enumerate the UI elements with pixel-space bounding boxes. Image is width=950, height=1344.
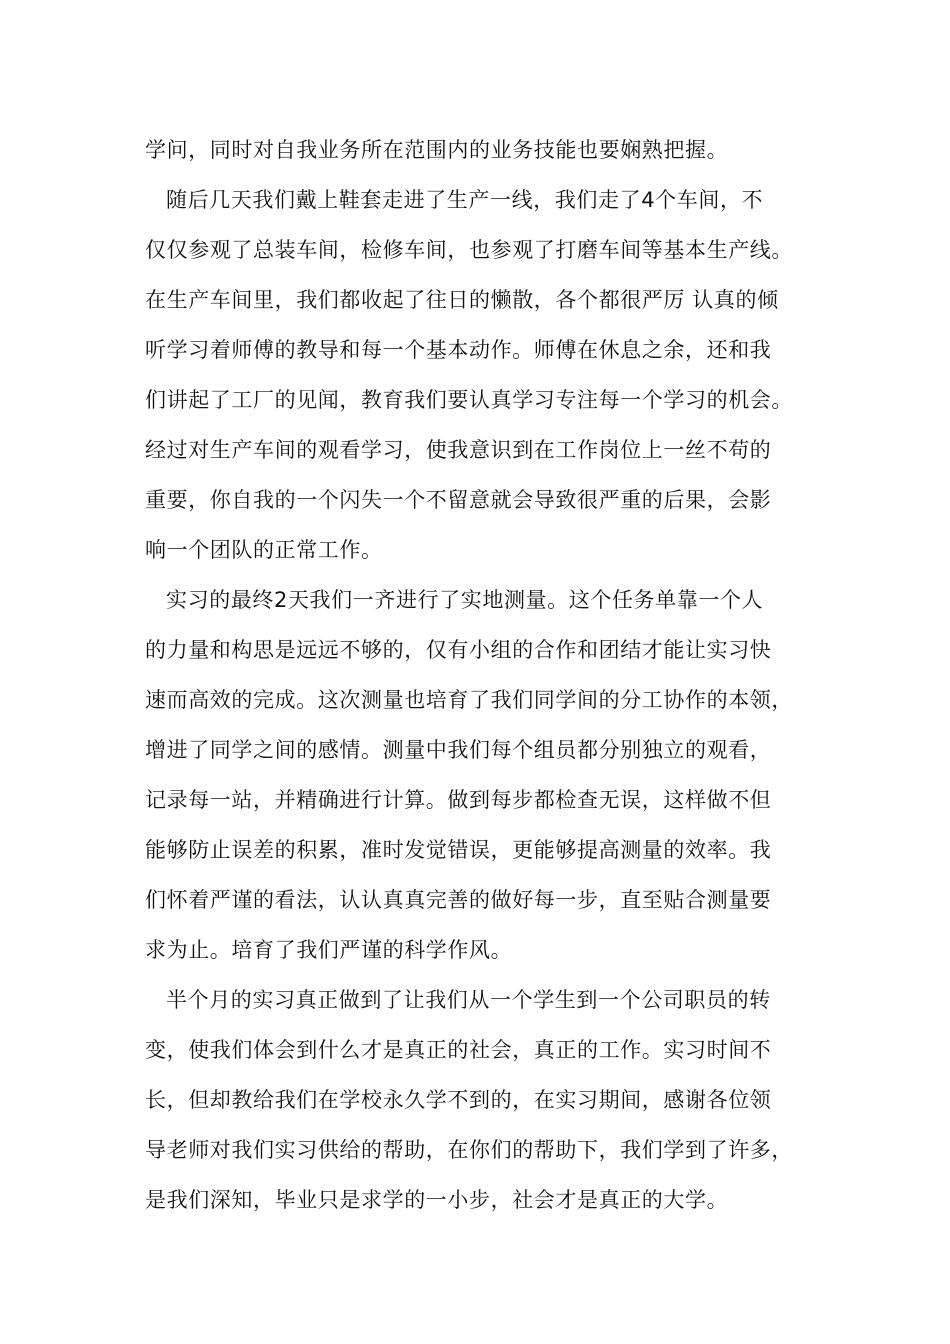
text-line: 响一个团队的正常工作。 xyxy=(145,538,383,562)
text-line: 经过对生产车间的观看学习，使我意识到在工作岗位上一丝不苟的 xyxy=(145,438,772,462)
text-line: 们讲起了工厂的见闻，教育我们要认真学习专注每一个学习的机会。 xyxy=(145,388,793,412)
text-line: 实习的最终2天我们一齐进行了实地测量。这个任务单靠一个人 xyxy=(166,588,764,612)
text-line: 半个月的实习真正做到了让我们从一个学生到一个公司职员的转 xyxy=(166,988,771,1012)
text-line: 学问，同时对自我业务所在范围内的业务技能也要娴熟把握。 xyxy=(145,138,729,162)
text-line: 是我们深知，毕业只是求学的一小步，社会才是真正的大学。 xyxy=(145,1188,729,1212)
text-line: 能够防止误差的积累，准时发觉错误，更能够提高测量的效率。我 xyxy=(145,838,772,862)
text-line: 的力量和构思是远远不够的，仅有小组的合作和团结才能让实习快 xyxy=(145,638,772,662)
text-line: 速而高效的完成。这次测量也培育了我们同学间的分工协作的本领， xyxy=(145,688,793,712)
text-line: 变，使我们体会到什么才是真正的社会，真正的工作。实习时间不 xyxy=(145,1038,772,1062)
text-line: 求为止。培育了我们严谨的科学作风。 xyxy=(145,938,513,962)
text-line: 导老师对我们实习供给的帮助，在你们的帮助下，我们学到了许多， xyxy=(145,1138,793,1162)
text-line: 记录每一站，并精确进行计算。做到每步都检查无误，这样做不但 xyxy=(145,788,772,812)
text-line: 仅仅参观了总装车间，检修车间，也参观了打磨车间等基本生产线。 xyxy=(145,238,793,262)
document-body xyxy=(145,125,825,1225)
text-line: 增进了同学之间的感情。测量中我们每个组员都分别独立的观看， xyxy=(145,738,772,762)
text-line: 随后几天我们戴上鞋套走进了生产一线，我们走了4个车间，不 xyxy=(166,188,764,212)
text-line: 在生产车间里，我们都收起了往日的懒散，各个都很严厉 认真的倾 xyxy=(145,288,779,312)
text-line: 听学习着师傅的教导和每一个基本动作。师傅在休息之余，还和我 xyxy=(145,338,772,362)
text-line: 们怀着严谨的看法，认认真真完善的做好每一步，直至贴合测量要 xyxy=(145,888,772,912)
text-line: 长，但却教给我们在学校永久学不到的，在实习期间，感谢各位领 xyxy=(145,1088,772,1112)
text-line: 重要，你自我的一个闪失一个不留意就会导致很严重的后果，会影 xyxy=(145,488,772,512)
